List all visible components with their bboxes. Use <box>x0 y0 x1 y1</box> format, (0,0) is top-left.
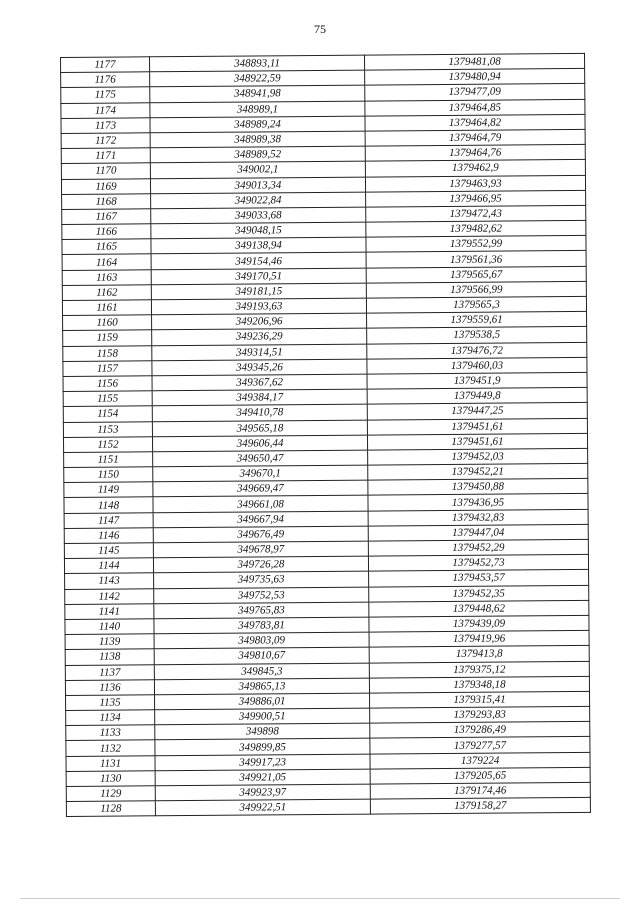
x-coordinate-cell: 348941,98 <box>150 85 365 102</box>
coordinates-table-body <box>61 53 591 816</box>
x-coordinate-cell: 349661,08 <box>153 496 368 513</box>
point-number-cell: 1143 <box>65 573 154 589</box>
x-coordinate-cell: 349898 <box>155 723 370 740</box>
y-coordinate-cell: 1379448,62 <box>369 600 589 617</box>
y-coordinate-cell: 1379464,85 <box>365 99 585 116</box>
x-coordinate-cell: 349206,96 <box>152 313 367 330</box>
x-coordinate-cell: 349783,81 <box>154 617 369 634</box>
y-coordinate-cell: 1379565,3 <box>366 296 586 313</box>
point-number-cell: 1176 <box>61 72 150 88</box>
x-coordinate-cell: 349670,1 <box>153 465 368 482</box>
y-coordinate-cell: 1379315,41 <box>370 691 590 708</box>
page-bottom-edge <box>20 898 620 899</box>
y-coordinate-cell: 1379480,94 <box>365 69 585 86</box>
y-coordinate-cell: 1379460,03 <box>367 357 587 374</box>
point-number-cell: 1169 <box>61 178 150 194</box>
x-coordinate-cell: 349886,01 <box>155 693 370 710</box>
x-coordinate-cell: 349917,23 <box>155 754 370 771</box>
y-coordinate-cell: 1379277,57 <box>370 737 590 754</box>
y-coordinate-cell: 1379348,18 <box>369 676 589 693</box>
y-coordinate-cell: 1379293,83 <box>370 706 590 723</box>
point-number-cell: 1175 <box>61 87 150 103</box>
x-coordinate-cell: 349002,1 <box>150 161 365 178</box>
y-coordinate-cell: 1379451,9 <box>367 372 587 389</box>
x-coordinate-cell: 349810,67 <box>154 647 369 664</box>
point-number-cell: 1170 <box>61 163 150 179</box>
x-coordinate-cell: 349236,29 <box>152 328 367 345</box>
y-coordinate-cell: 1379451,61 <box>367 418 587 435</box>
x-coordinate-cell: 349384,17 <box>152 389 367 406</box>
y-coordinate-cell: 1379452,29 <box>368 539 588 556</box>
x-coordinate-cell: 349193,63 <box>151 298 366 315</box>
x-coordinate-cell: 349765,83 <box>154 602 369 619</box>
point-number-cell: 1150 <box>64 467 153 483</box>
x-coordinate-cell: 349650,47 <box>153 450 368 467</box>
y-coordinate-cell: 1379375,12 <box>369 661 589 678</box>
point-number-cell: 1142 <box>65 588 154 604</box>
y-coordinate-cell: 1379559,61 <box>367 312 587 329</box>
x-coordinate-cell: 349726,28 <box>153 556 368 573</box>
y-coordinate-cell: 1379538,5 <box>367 327 587 344</box>
y-coordinate-cell: 1379205,65 <box>370 767 590 784</box>
point-number-cell: 1160 <box>63 315 152 331</box>
x-coordinate-cell: 349314,51 <box>152 344 367 361</box>
y-coordinate-cell: 1379449,8 <box>367 387 587 404</box>
y-coordinate-cell: 1379447,04 <box>368 524 588 541</box>
point-number-cell: 1152 <box>63 436 152 452</box>
x-coordinate-cell: 348989,38 <box>150 131 365 148</box>
y-coordinate-cell: 1379472,43 <box>366 205 586 222</box>
point-number-cell: 1146 <box>64 528 153 544</box>
coordinates-table <box>60 53 591 817</box>
x-coordinate-cell: 349899,85 <box>155 739 370 756</box>
point-number-cell: 1166 <box>62 224 151 240</box>
point-number-cell: 1140 <box>65 619 154 635</box>
point-number-cell: 1173 <box>61 118 150 134</box>
y-coordinate-cell: 1379158,27 <box>370 798 590 815</box>
y-coordinate-cell: 1379436,95 <box>368 494 588 511</box>
point-number-cell: 1151 <box>64 452 153 468</box>
page-number: 75 <box>314 22 326 36</box>
point-number-cell: 1155 <box>63 391 152 407</box>
point-number-cell: 1156 <box>63 376 152 392</box>
x-coordinate-cell: 349565,18 <box>152 420 367 437</box>
point-number-cell: 1167 <box>62 209 151 225</box>
y-coordinate-cell: 1379481,08 <box>364 53 584 70</box>
x-coordinate-cell: 349410,78 <box>152 404 367 421</box>
y-coordinate-cell: 1379452,73 <box>368 555 588 572</box>
y-coordinate-cell: 1379464,76 <box>365 145 585 162</box>
point-number-cell: 1162 <box>62 285 151 301</box>
x-coordinate-cell: 349678,97 <box>153 541 368 558</box>
point-number-cell: 1137 <box>65 664 154 680</box>
y-coordinate-cell: 1379462,9 <box>365 160 585 177</box>
point-number-cell: 1149 <box>64 482 153 498</box>
point-number-cell: 1168 <box>62 193 151 209</box>
x-coordinate-cell: 348989,52 <box>150 146 365 163</box>
point-number-cell: 1161 <box>62 300 151 316</box>
point-number-cell: 1128 <box>66 801 155 817</box>
point-number-cell: 1154 <box>63 406 152 422</box>
x-coordinate-cell: 348989,24 <box>150 116 365 133</box>
y-coordinate-cell: 1379561,36 <box>366 251 586 268</box>
point-number-cell: 1147 <box>64 512 153 528</box>
x-coordinate-cell: 348989,1 <box>150 101 365 118</box>
y-coordinate-cell: 1379224 <box>370 752 590 769</box>
y-coordinate-cell: 1379450,88 <box>368 479 588 496</box>
x-coordinate-cell: 349154,46 <box>151 253 366 270</box>
point-number-cell: 1177 <box>61 57 150 73</box>
x-coordinate-cell: 349345,26 <box>152 359 367 376</box>
y-coordinate-cell: 1379447,25 <box>367 403 587 420</box>
y-coordinate-cell: 1379452,35 <box>369 585 589 602</box>
point-number-cell: 1153 <box>63 421 152 437</box>
point-number-cell: 1141 <box>65 604 154 620</box>
x-coordinate-cell: 349367,62 <box>152 374 367 391</box>
point-number-cell: 1164 <box>62 254 151 270</box>
x-coordinate-cell: 349048,15 <box>151 222 366 239</box>
x-coordinate-cell: 349676,49 <box>153 526 368 543</box>
point-number-cell: 1159 <box>63 330 152 346</box>
y-coordinate-cell: 1379566,99 <box>366 281 586 298</box>
y-coordinate-cell: 1379439,09 <box>369 615 589 632</box>
y-coordinate-cell: 1379463,93 <box>365 175 585 192</box>
x-coordinate-cell: 349013,34 <box>150 177 365 194</box>
x-coordinate-cell: 349752,53 <box>154 587 369 604</box>
point-number-cell: 1130 <box>66 771 155 787</box>
x-coordinate-cell: 349138,94 <box>151 237 366 254</box>
x-coordinate-cell: 349170,51 <box>151 268 366 285</box>
point-number-cell: 1139 <box>65 634 154 650</box>
point-number-cell: 1163 <box>62 269 151 285</box>
x-coordinate-cell: 348922,59 <box>150 70 365 87</box>
x-coordinate-cell: 349923,97 <box>155 784 370 801</box>
x-coordinate-cell: 349900,51 <box>155 708 370 725</box>
point-number-cell: 1172 <box>61 133 150 149</box>
y-coordinate-cell: 1379464,79 <box>365 129 585 146</box>
point-number-cell: 1157 <box>63 361 152 377</box>
x-coordinate-cell: 349845,3 <box>154 663 369 680</box>
x-coordinate-cell: 349667,94 <box>153 511 368 528</box>
y-coordinate-cell: 1379452,03 <box>368 448 588 465</box>
point-number-cell: 1138 <box>65 649 154 665</box>
x-coordinate-cell: 349865,13 <box>154 678 369 695</box>
coordinates-table-container <box>60 53 589 817</box>
y-coordinate-cell: 1379413,8 <box>369 646 589 663</box>
point-number-cell: 1131 <box>66 755 155 771</box>
x-coordinate-cell: 349033,68 <box>151 207 366 224</box>
x-coordinate-cell: 349803,09 <box>154 632 369 649</box>
point-number-cell: 1132 <box>66 740 155 756</box>
point-number-cell: 1129 <box>66 786 155 802</box>
table-row <box>66 798 590 817</box>
y-coordinate-cell: 1379482,62 <box>366 220 586 237</box>
y-coordinate-cell: 1379419,96 <box>369 630 589 647</box>
y-coordinate-cell: 1379452,21 <box>368 463 588 480</box>
point-number-cell: 1135 <box>66 695 155 711</box>
point-number-cell: 1165 <box>62 239 151 255</box>
point-number-cell: 1133 <box>66 725 155 741</box>
x-coordinate-cell: 349921,05 <box>155 769 370 786</box>
y-coordinate-cell: 1379432,83 <box>368 509 588 526</box>
x-coordinate-cell: 349735,63 <box>154 571 369 588</box>
point-number-cell: 1174 <box>61 102 150 118</box>
point-number-cell: 1148 <box>64 497 153 513</box>
y-coordinate-cell: 1379451,61 <box>367 433 587 450</box>
y-coordinate-cell: 1379477,09 <box>365 84 585 101</box>
x-coordinate-cell: 349922,51 <box>155 799 370 816</box>
y-coordinate-cell: 1379552,99 <box>366 236 586 253</box>
y-coordinate-cell: 1379466,95 <box>366 190 586 207</box>
y-coordinate-cell: 1379174,46 <box>370 782 590 799</box>
x-coordinate-cell: 348893,11 <box>150 55 365 72</box>
x-coordinate-cell: 349669,47 <box>153 480 368 497</box>
x-coordinate-cell: 349606,44 <box>152 435 367 452</box>
point-number-cell: 1158 <box>63 345 152 361</box>
y-coordinate-cell: 1379286,49 <box>370 722 590 739</box>
point-number-cell: 1145 <box>64 543 153 559</box>
y-coordinate-cell: 1379476,72 <box>367 342 587 359</box>
x-coordinate-cell: 349181,15 <box>151 283 366 300</box>
x-coordinate-cell: 349022,84 <box>151 192 366 209</box>
y-coordinate-cell: 1379565,67 <box>366 266 586 283</box>
y-coordinate-cell: 1379453,57 <box>369 570 589 587</box>
point-number-cell: 1134 <box>66 710 155 726</box>
point-number-cell: 1136 <box>65 679 154 695</box>
point-number-cell: 1144 <box>64 558 153 574</box>
point-number-cell: 1171 <box>61 148 150 164</box>
y-coordinate-cell: 1379464,82 <box>365 114 585 131</box>
